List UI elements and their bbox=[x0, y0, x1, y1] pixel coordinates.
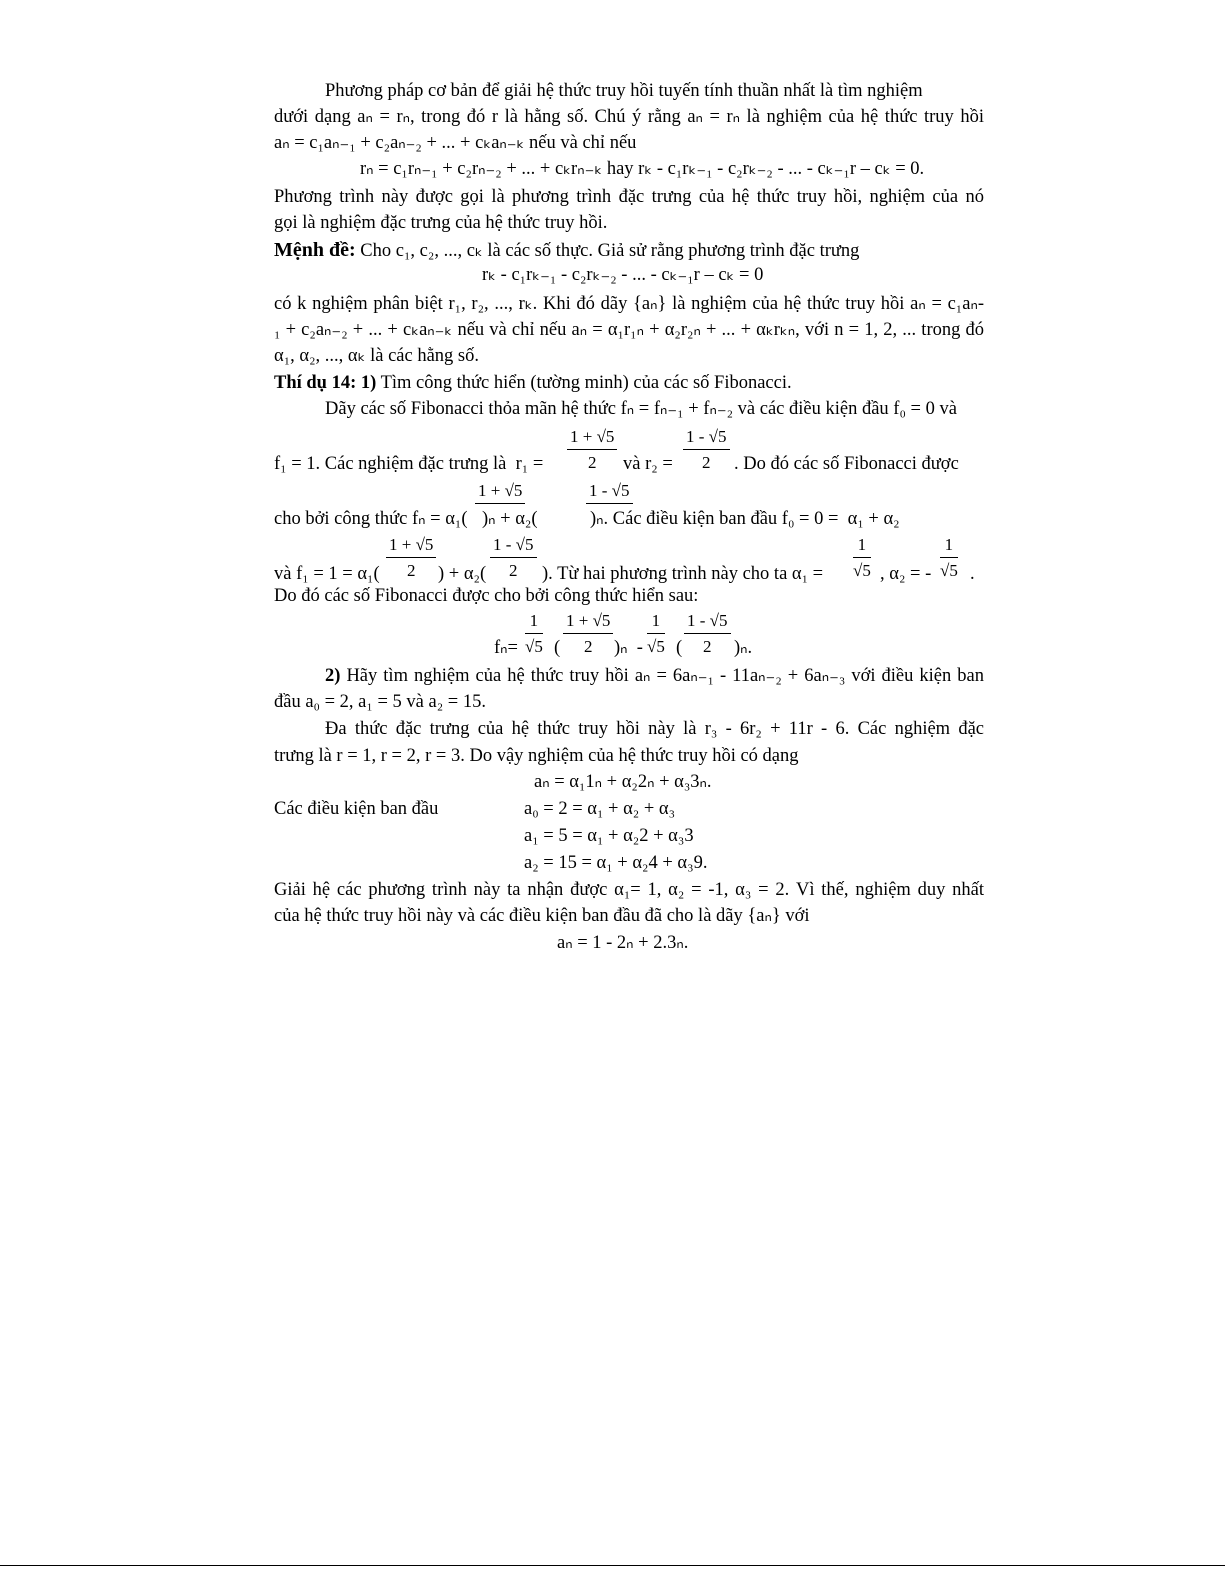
formula-text: ). Từ hai phương trình này cho ta α₁ = bbox=[542, 564, 824, 584]
fraction-numerator: 1 + √5 bbox=[567, 427, 617, 450]
formula-text: )ₙ - bbox=[614, 638, 643, 658]
fraction-numerator: 1 bbox=[853, 535, 871, 558]
fraction-numerator: 1 - √5 bbox=[490, 535, 537, 558]
paragraph-line: Các điều kiện ban đầu bbox=[274, 799, 439, 819]
paragraph-line: Đa thức đặc trưng của hệ thức truy hồi này là r₃ - 6r₂ + 11r - 6. Các nghiệm đặc bbox=[325, 719, 984, 739]
example-line bbox=[325, 665, 984, 687]
formula-text: và r₂ = bbox=[623, 454, 673, 474]
formula-text: f₁ = 1. Các nghiệm đặc trưng là r₁ = bbox=[274, 454, 544, 474]
paragraph-line: Do đó các số Fibonacci được cho bởi công thức hiển sau: bbox=[274, 586, 699, 606]
fraction-denominator: √5 bbox=[525, 637, 543, 656]
equation-line: rₖ - c₁rₖ₋₁ - c₂rₖ₋₂ - ... - cₖ₋₁r – cₖ = 0 bbox=[482, 265, 764, 285]
paragraph-line: trưng là r = 1, r = 2, r = 3. Do vậy nghiệm của hệ thức truy hồi có dạng bbox=[274, 746, 799, 766]
formula-text: . bbox=[970, 564, 975, 584]
proposition-heading: Mệnh đề: bbox=[274, 239, 356, 261]
fraction-numerator: 1 bbox=[647, 611, 665, 634]
example-text: Tìm công thức hiển (tường minh) của các số Fibonacci. bbox=[376, 373, 792, 393]
fraction-denominator: 2 bbox=[587, 453, 597, 472]
fraction bbox=[567, 427, 617, 473]
example-heading: Thí dụ 14: 1) bbox=[274, 373, 377, 393]
fraction bbox=[563, 611, 613, 657]
equation-line: aₙ = 1 - 2ₙ + 2.3ₙ. bbox=[557, 933, 689, 953]
example-text: Hãy tìm nghiệm của hệ thức truy hồi aₙ = 6aₙ₋₁ - 11aₙ₋₂ + 6aₙ₋₃ với điều kiện ban bbox=[340, 666, 984, 686]
paragraph-line: dưới dạng aₙ = rₙ, trong đó r là hằng số. Chú ý rằng aₙ = rₙ là nghiệm của hệ thức truy hồi bbox=[274, 107, 984, 127]
fraction bbox=[490, 535, 537, 581]
formula-text: . Do đó các số Fibonacci được bbox=[734, 454, 959, 474]
paragraph-line: đầu a₀ = 2, a₁ = 5 và a₂ = 15. bbox=[274, 692, 486, 712]
equation-line: a₁ = 5 = α₁ + α₂2 + α₃3 bbox=[524, 826, 694, 846]
paragraph-line: có k nghiệm phân biệt r₁, r₂, ..., rₖ. Khi đó dãy {aₙ} là nghiệm của hệ thức truy hồi aₙ = c₁aₙ- bbox=[274, 294, 984, 314]
paragraph-line: gọi là nghiệm đặc trưng của hệ thức truy hồi. bbox=[274, 213, 608, 233]
fraction bbox=[684, 611, 731, 657]
fraction bbox=[683, 427, 730, 473]
fraction-denominator: 2 bbox=[583, 637, 593, 656]
formula-text: ( bbox=[554, 638, 561, 658]
equation-line: rₙ = c₁rₙ₋₁ + c₂rₙ₋₂ + ... + cₖrₙ₋ₖ hay rₖ - c₁rₖ₋₁ - c₂rₖ₋₂ - ... - cₖ₋₁r – cₖ = 0. bbox=[360, 159, 925, 179]
formula-text: fₙ= bbox=[494, 638, 518, 658]
paragraph-line: Phương pháp cơ bản để giải hệ thức truy hồi tuyến tính thuần nhất là tìm nghiệm bbox=[325, 81, 923, 101]
equation-line: a₀ = 2 = α₁ + α₂ + α₃ bbox=[524, 799, 676, 819]
fraction-numerator: 1 + √5 bbox=[386, 535, 436, 558]
page-bottom-rule bbox=[0, 1565, 1225, 1566]
paragraph-line: aₙ = c₁aₙ₋₁ + c₂aₙ₋₂ + ... + cₖaₙ₋ₖ nếu và chỉ nếu bbox=[274, 133, 637, 153]
fraction-numerator: 1 bbox=[940, 535, 958, 558]
paragraph-line: của hệ thức truy hồi này và các điều kiện ban đầu đã cho là dãy {aₙ} với bbox=[274, 906, 810, 926]
fraction-numerator: 1 + √5 bbox=[475, 481, 525, 504]
proposition-text: Cho c₁, c₂, ..., cₖ là các số thực. Giả sử rằng phương trình đặc trưng bbox=[355, 241, 860, 261]
fraction-denominator: 2 bbox=[406, 561, 416, 580]
paragraph-line: ₁ + c₂aₙ₋₂ + ... + cₖaₙ₋ₖ nếu và chỉ nếu aₙ = α₁r₁ₙ + α₂r₂ₙ + ... + αₖrₖₙ, với n = 1, 2, ... trong đó bbox=[274, 320, 984, 340]
fraction-numerator: 1 - √5 bbox=[683, 427, 730, 450]
fraction-numerator: 1 - √5 bbox=[586, 481, 633, 504]
example-line bbox=[274, 372, 792, 394]
fraction-denominator: 2 bbox=[509, 561, 518, 580]
formula-text: và f₁ = 1 = α₁( bbox=[274, 564, 380, 584]
example-heading: 2) bbox=[325, 666, 341, 686]
equation-line: a₂ = 15 = α₁ + α₂4 + α₃9. bbox=[524, 853, 708, 873]
fraction-numerator: 1 - √5 bbox=[684, 611, 731, 634]
fraction bbox=[647, 611, 665, 657]
fraction-numerator: 1 + √5 bbox=[563, 611, 613, 634]
fraction-denominator: 2 bbox=[703, 637, 712, 656]
fraction-denominator: 2 bbox=[702, 453, 711, 472]
formula-text: )ₙ. Các điều kiện ban đầu f₀ = 0 = α₁ + α₂ bbox=[590, 509, 900, 529]
fraction-denominator: √5 bbox=[940, 561, 958, 580]
formula-text: )ₙ + α₂( bbox=[482, 509, 538, 529]
formula-text: ( bbox=[676, 638, 683, 658]
fraction-denominator: √5 bbox=[853, 561, 871, 580]
paragraph-line: Phương trình này được gọi là phương trình đặc trưng của hệ thức truy hồi, nghiệm của nó bbox=[274, 187, 984, 207]
paragraph-line: α₁, α₂, ..., αₖ là các hằng số. bbox=[274, 346, 479, 366]
fraction bbox=[386, 535, 436, 581]
paragraph-line: Dãy các số Fibonacci thỏa mãn hệ thức fₙ = fₙ₋₁ + fₙ₋₂ và các điều kiện đầu f₀ = 0 và bbox=[325, 399, 957, 419]
fraction bbox=[525, 611, 543, 657]
proposition-line bbox=[274, 239, 859, 262]
formula-text: , α₂ = - bbox=[880, 564, 932, 584]
paragraph-line: Giải hệ các phương trình này ta nhận được α₁= 1, α₂ = -1, α₃ = 2. Vì thế, nghiệm duy nhất bbox=[274, 880, 984, 900]
formula-text: )ₙ. bbox=[734, 638, 753, 658]
fraction-numerator: 1 bbox=[525, 611, 543, 634]
formula-text: ) + α₂( bbox=[438, 564, 487, 584]
fraction bbox=[853, 535, 871, 581]
fraction-denominator: √5 bbox=[647, 637, 665, 656]
equation-line: aₙ = α₁1ₙ + α₂2ₙ + α₃3ₙ. bbox=[534, 772, 712, 792]
formula-text: cho bởi công thức fₙ = α₁( bbox=[274, 509, 468, 529]
fraction bbox=[940, 535, 958, 581]
